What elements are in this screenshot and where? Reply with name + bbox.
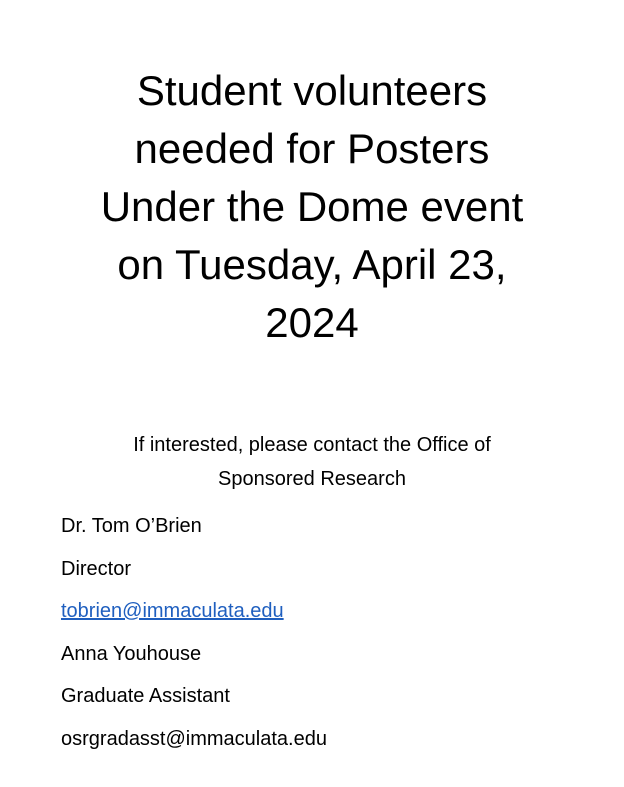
director-email-link[interactable]: tobrien@immaculata.edu <box>61 600 284 622</box>
assistant-name: Anna Youhouse <box>61 642 202 665</box>
contact-intro <box>20 428 604 496</box>
contact-list <box>61 505 327 760</box>
headline <box>20 62 604 352</box>
assistant-email: osrgradasst@immaculata.edu <box>61 727 327 750</box>
headline-line-2: needed for Posters <box>134 125 490 172</box>
assistant-title: Graduate Assistant <box>61 685 230 707</box>
contact-intro-line-2: Sponsored Research <box>218 468 406 490</box>
headline-line-3: Under the Dome event <box>100 183 524 230</box>
director-email-line <box>61 590 327 633</box>
director-name: Dr. Tom O’Brien <box>61 515 202 537</box>
headline-line-4: on Tuesday, April 23, <box>117 241 507 288</box>
director-title: Director <box>61 557 132 580</box>
contact-intro-line-1: If interested, please contact the Office of <box>133 434 491 456</box>
headline-line-5: 2024 <box>265 299 359 346</box>
headline-line-1: Student volunteers <box>136 67 488 114</box>
